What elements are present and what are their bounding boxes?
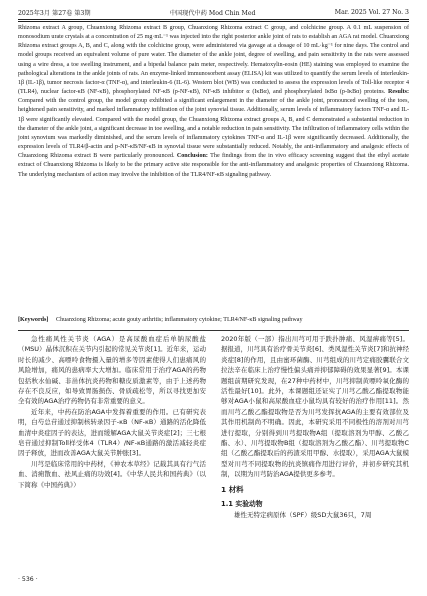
header-volume: Mar. 2025 Vol. 27 No. 3 <box>334 8 409 16</box>
results-label: Results: <box>388 89 410 96</box>
abstract-methods-text: Rhizoma extract A group, Chuanxiong Rhizoma extract B group, Chuanxiong Rhizoma extract C group, and colchicine group. A 0.1 mL suspension of monosodium urate crystals at a concentration of 25 mg·mL⁻¹ was injected into the right posterior ankle joint of rats to establish an AGA rat model. Chuanxiong Rhizoma extract groups A, B, and C, along with the colchicine group, were administered via gavage at a dosage of 10 mL·kg⁻¹ for nine days. The control and model groups received an equivalent volume of pure water. The diameter of the ankle joint, degree of swelling, and pain sensitivity in the rats were assessed using a wire dress, a toe swelling instrument, and a bipedal balance pain meter, respectively. Hematoxylin-eosin (HE) staining was employed to examine the pathological alterations in the ankle joints of rats. An enzyme-linked immunosorbent assay (ELISA) kit was utilized to quantify the serum levels of interleukin-1β (IL-1β), tumor necrosis factor-α (TNF-α), and interleukin-6 (IL-6). Western blot (WB) was conducted to assess the expression levels of Toll-like receptor 4 (TLR4), nuclear factor-κB (NF-κB), phosphorylated NF-κB (p-NF-κB), NF-κB inhibitor α (IκBα), and phosphorylated IκBα (p-IκBα) proteins. <box>18 25 409 96</box>
conclusion-label: Conclusion: <box>176 153 208 160</box>
abstract-conclusion-text: The findings from the in vivo efficacy screening suggest that the ethyl acetate extract of Chuanxiong Rhizoma is likely to be the primary active site responsible for the anti-inflammatory and analgesic properties of Chuanxiong Rhizoma. The underlying mechanism of action may involve the inhibition of the TLR4/NF-κB signaling pathway. <box>18 153 409 178</box>
running-header <box>18 6 409 18</box>
page-number: · 536 · <box>18 576 38 583</box>
header-issue: 2025年3月 第27卷 第3期 <box>18 9 91 17</box>
keywords-text: Chuanxiong Rhizoma; acute gouty arthritis; inflammatory cytokine; TLR4/NF-κB signaling pathway <box>56 317 303 323</box>
keywords-line <box>18 316 409 325</box>
intro-paragraph-3: 川芎是临床常用的中药材，《神农本草经》记载其具有行气活血、消痈散血、祛风止痛的功效[4]。《中华人民共和国药典》（以下简称《中国药典》） <box>18 459 206 489</box>
intro-paragraph-1: 急性痛风性关节炎（AGA）是高尿酸血症后单钠尿酸盐（MSU）晶体沉积在关节内引起的常见关节炎[1]。近年来，运动时长的减少、高嘌呤食物摄入量的增多等因素使得人们患痛风的风险增加，痛风的患病率大大增加。临床常用于治疗AGA的药物包括秋水仙碱、非甾体抗炎药物和糖皮质激素等，由于上述药物存在不良反应，如导致胃肠损伤、骨质疏松等，所以寻找更加安全有效的AGA治疗药物仍有非常重要的意义。 <box>18 335 206 406</box>
animals-paragraph: 雄性无特定病原体（SPF）级SD大鼠36只，7周 <box>234 510 372 519</box>
intro-paragraph-4: 2020年版（一部）指出川芎可用于跌扑肿痛、风湿痹痛等[5]。据报道，川芎具有治疗骨关节炎[6]、类风湿性关节炎[7]和抗神经炎症[8]的作用，且由蜜环菌酶、川芎组成的川芎定痛胶囊联合文拉法辛在临床上治疗慢性偏头痛并抑郁障碍的效果显著[9]。本课题组前期研究发现，在27种中药材中，川芎抑制黄嘌呤氧化酶的活性最好[10]。此外，本课题组还证实了川芎乙酸乙酯提取物能够对AGA小鼠和高尿酸血症小鼠均具有较好的治疗作用[11]。然而川芎乙酸乙酯提取物是否为川芎发挥抗AGA的主要有效部位及其作用机制尚不明确。因此，本研究采用不同极性的溶剂对川芎进行提取，分别得到川芎提取物A组（提取溶剂为甲醇、乙酸乙酯、水）、川芎提取物B组（提取溶剂为乙酸乙酯）、川芎提取物C组（乙酸乙酯提取后的药渣采用甲醇、水提取），采用AGA大鼠模型对川芎不同提取物的抗炎镇痛作用进行评价，并初步研究其机制，以期为川芎防治AGA提供更多参考。 <box>221 335 409 479</box>
right-column <box>221 334 409 520</box>
abstract-divider <box>18 330 409 331</box>
abstract-results-text: Compared with the control group, the model group exhibited a significant enlargement in the diameter of the ankle joint, pronounced swelling of the toes, heightened pain sensitivity, and marked inflammatory infiltration of the joint synovial tissue. Additionally, serum levels of inflammatory factors TNF-α and IL-1β were significantly elevated. Compared with the model group, the Chuanxiong Rhizoma extract groups A, B, and C demonstrated a substantial reduction in the diameter of the ankle joint, a significant decrease in toe swelling, and a notable reduction in pain sensitivity. The infiltration of inflammatory cells within the joint synovium was markedly diminished, and the serum levels of inflammatory cytokines TNF-α and IL-1β were significantly decreased. Additionally, the expression levels of TLR4/β-actin and p-NF-κB/NF-κB in synovial tissue were substantially reduced. Notably, the anti-inflammatory and analgesic effects of Chuanxiong Rhizoma extract B were particularly pronounced. <box>18 98 409 160</box>
subsection-title-animals: 1.1 实验动物 <box>221 500 263 509</box>
section-title-materials: 1 材料 <box>221 484 244 494</box>
keywords-label: [Keywords] <box>18 317 49 323</box>
intro-paragraph-2: 近年来，中药在防治AGA中发挥着重要的作用。已有研究表明，白芍总苷通过抑制核转录因子-κB（NF-κB）通路的活化降低血清中炎症因子的表达，进而缓解AGA大鼠关节炎症[2]；三七根皂苷通过抑制Toll样受体4（TLR4）/NF-κB通路的激活减轻炎症因子释放，进而改善AGA大鼠关节肿胀[3]。 <box>18 407 206 458</box>
left-column <box>18 334 206 490</box>
header-journal: 中国现代中药 Mod Chin Med <box>169 9 256 17</box>
header-rule-bottom <box>18 21 409 22</box>
english-abstract <box>18 24 409 180</box>
